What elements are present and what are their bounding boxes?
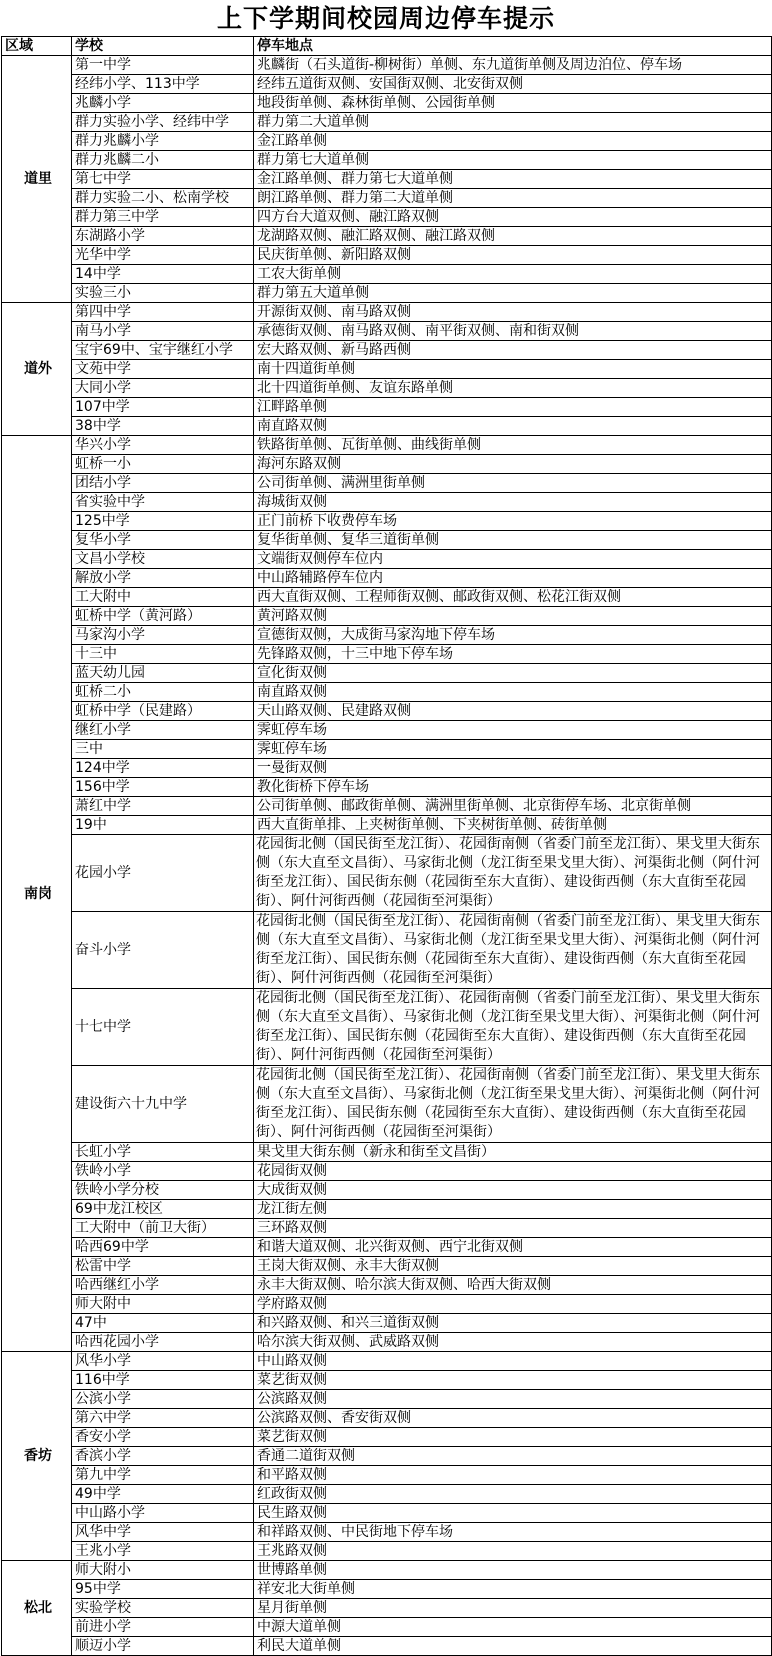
table-row <box>2 1599 772 1618</box>
school-cell: 49中学 <box>72 1485 254 1504</box>
school-cell: 38中学 <box>72 417 254 436</box>
parking-location-cell: 祥安北大街单侧 <box>254 1580 772 1599</box>
table-row <box>2 664 772 683</box>
parking-location-cell: 霁虹停车场 <box>254 740 772 759</box>
parking-location-cell: 江畔路单侧 <box>254 398 772 417</box>
school-cell: 复华小学 <box>72 531 254 550</box>
parking-location-cell: 一曼街双侧 <box>254 759 772 778</box>
school-cell: 省实验中学 <box>72 493 254 512</box>
table-row <box>2 208 772 227</box>
school-cell: 群力第三中学 <box>72 208 254 227</box>
school-cell: 19中 <box>72 816 254 835</box>
table-row <box>2 1580 772 1599</box>
parking-location-cell: 复华街单侧、复华三道街单侧 <box>254 531 772 550</box>
table-row <box>2 759 772 778</box>
table-row <box>2 835 772 912</box>
school-cell: 156中学 <box>72 778 254 797</box>
parking-location-cell: 宣德街双侧，大成街马家沟地下停车场 <box>254 626 772 645</box>
school-cell: 南马小学 <box>72 322 254 341</box>
table-row <box>2 531 772 550</box>
table-row <box>2 455 772 474</box>
parking-location-cell: 星月街单侧 <box>254 1599 772 1618</box>
parking-location-cell: 群力第五大道单侧 <box>254 284 772 303</box>
school-cell: 69中龙江校区 <box>72 1200 254 1219</box>
parking-location-cell: 王岗大街双侧、永丰大街双侧 <box>254 1257 772 1276</box>
parking-location-cell: 利民大道单侧 <box>254 1637 772 1656</box>
parking-location-cell: 霁虹停车场 <box>254 721 772 740</box>
parking-location-cell: 黄河路双侧 <box>254 607 772 626</box>
parking-location-cell: 公滨路双侧、香安街双侧 <box>254 1409 772 1428</box>
table-row <box>2 1409 772 1428</box>
table-row <box>2 493 772 512</box>
table-row <box>2 1352 772 1371</box>
table-row <box>2 227 772 246</box>
parking-location-cell: 学府路双侧 <box>254 1295 772 1314</box>
table-row <box>2 912 772 989</box>
parking-location-cell: 王兆路双侧 <box>254 1542 772 1561</box>
table-row <box>2 1523 772 1542</box>
parking-location-cell: 开源街双侧、南马路双侧 <box>254 303 772 322</box>
table-row <box>2 1200 772 1219</box>
parking-location-cell: 群力第二大道单侧 <box>254 113 772 132</box>
parking-table-body <box>2 37 772 1656</box>
table-row <box>2 1162 772 1181</box>
table-row <box>2 1542 772 1561</box>
parking-location-cell: 公滨路双侧 <box>254 1390 772 1409</box>
table-row <box>2 284 772 303</box>
table-row <box>2 151 772 170</box>
table-row <box>2 1238 772 1257</box>
school-cell: 虹桥一小 <box>72 455 254 474</box>
parking-location-cell: 花园街北侧（国民街至龙江街）、花园街南侧（省委门前至龙江街）、果戈里大街东侧（东大直至文昌街）、马家街北侧（龙江街至果戈里大街）、河渠街北侧（阿什河街至龙江街）、国民街东侧（花园街至东大直街）、建设街西侧（东大直街至花园街）、阿什河街西侧（花园街至河渠街） <box>254 912 772 989</box>
parking-location-cell: 宣化街双侧 <box>254 664 772 683</box>
table-row <box>2 1295 772 1314</box>
region-cell: 南岗 <box>2 436 72 1352</box>
school-cell: 三中 <box>72 740 254 759</box>
table-row <box>2 360 772 379</box>
region-cell: 松北 <box>2 1561 72 1656</box>
table-row <box>2 626 772 645</box>
parking-location-cell: 三环路双侧 <box>254 1219 772 1238</box>
table-row <box>2 550 772 569</box>
table-row <box>2 607 772 626</box>
table-row <box>2 588 772 607</box>
parking-location-cell: 民生路双侧 <box>254 1504 772 1523</box>
table-row <box>2 379 772 398</box>
school-cell: 群力兆麟二小 <box>72 151 254 170</box>
school-cell: 124中学 <box>72 759 254 778</box>
table-row <box>2 740 772 759</box>
school-cell: 经纬小学、113中学 <box>72 75 254 94</box>
parking-location-cell: 中源大道单侧 <box>254 1618 772 1637</box>
school-cell: 95中学 <box>72 1580 254 1599</box>
parking-location-cell: 海河东路双侧 <box>254 455 772 474</box>
table-row <box>2 1618 772 1637</box>
table-row <box>2 1276 772 1295</box>
school-cell: 师大附中 <box>72 1295 254 1314</box>
school-cell: 群力兆麟小学 <box>72 132 254 151</box>
school-cell: 兆麟小学 <box>72 94 254 113</box>
school-cell: 文昌小学校 <box>72 550 254 569</box>
parking-location-cell: 中山路辅路停车位内 <box>254 569 772 588</box>
parking-location-cell: 南十四道街单侧 <box>254 360 772 379</box>
parking-location-cell: 西大直街双侧、工程师街双侧、邮政街双侧、松花江街双侧 <box>254 588 772 607</box>
table-row <box>2 1485 772 1504</box>
school-cell: 工大附中 <box>72 588 254 607</box>
school-cell: 实验学校 <box>72 1599 254 1618</box>
school-cell: 116中学 <box>72 1371 254 1390</box>
school-cell: 工大附中（前卫大街） <box>72 1219 254 1238</box>
school-cell: 虹桥中学（黄河路） <box>72 607 254 626</box>
school-cell: 长虹小学 <box>72 1143 254 1162</box>
parking-location-cell: 菜艺街双侧 <box>254 1371 772 1390</box>
parking-location-cell: 海城街双侧 <box>254 493 772 512</box>
table-row <box>2 1257 772 1276</box>
table-row <box>2 1333 772 1352</box>
table-row <box>2 1561 772 1580</box>
table-row <box>2 778 772 797</box>
parking-location-cell: 和祥路双侧、中民街地下停车场 <box>254 1523 772 1542</box>
parking-location-cell: 金江路单侧 <box>254 132 772 151</box>
school-cell: 第七中学 <box>72 170 254 189</box>
school-cell: 香安小学 <box>72 1428 254 1447</box>
table-row <box>2 1143 772 1162</box>
school-cell: 群力实验二小、松南学校 <box>72 189 254 208</box>
table-row <box>2 75 772 94</box>
table-row <box>2 1390 772 1409</box>
table-row <box>2 1314 772 1333</box>
school-cell: 哈西69中学 <box>72 1238 254 1257</box>
table-row <box>2 702 772 721</box>
parking-location-cell: 菜艺街双侧 <box>254 1428 772 1447</box>
school-cell: 群力实验小学、经纬中学 <box>72 113 254 132</box>
table-row <box>2 645 772 664</box>
parking-location-cell: 龙湖路双侧、融汇路双侧、融江路双侧 <box>254 227 772 246</box>
parking-location-cell: 公司街单侧、满洲里街单侧 <box>254 474 772 493</box>
parking-location-cell: 群力第七大道单侧 <box>254 151 772 170</box>
school-cell: 华兴小学 <box>72 436 254 455</box>
school-cell: 松雷中学 <box>72 1257 254 1276</box>
region-cell: 道里 <box>2 56 72 303</box>
school-cell: 虹桥中学（民建路） <box>72 702 254 721</box>
table-row <box>2 512 772 531</box>
parking-location-cell: 和平路双侧 <box>254 1466 772 1485</box>
table-row <box>2 341 772 360</box>
school-cell: 47中 <box>72 1314 254 1333</box>
table-row <box>2 265 772 284</box>
school-cell: 十三中 <box>72 645 254 664</box>
school-cell: 东湖路小学 <box>72 227 254 246</box>
table-row <box>2 683 772 702</box>
school-cell: 团结小学 <box>72 474 254 493</box>
table-row <box>2 1066 772 1143</box>
school-cell: 107中学 <box>72 398 254 417</box>
table-row <box>2 816 772 835</box>
parking-location-cell: 南直路双侧 <box>254 683 772 702</box>
parking-location-cell: 红政街双侧 <box>254 1485 772 1504</box>
table-row <box>2 189 772 208</box>
parking-table <box>1 36 772 1656</box>
school-cell: 继红小学 <box>72 721 254 740</box>
table-row <box>2 417 772 436</box>
school-cell: 前进小学 <box>72 1618 254 1637</box>
school-cell: 哈西继红小学 <box>72 1276 254 1295</box>
school-cell: 哈西花园小学 <box>72 1333 254 1352</box>
school-cell: 铁岭小学分校 <box>72 1181 254 1200</box>
parking-location-cell: 地段街单侧、森林街单侧、公园街单侧 <box>254 94 772 113</box>
parking-location-cell: 花园街北侧（国民街至龙江街）、花园街南侧（省委门前至龙江街）、果戈里大街东侧（东大直至文昌街）、马家街北侧（龙江街至果戈里大街）、河渠街北侧（阿什河街至龙江街）、国民街东侧（花园街至东大直街）、建设街西侧（东大直街至花园街）、阿什河街西侧（花园街至河渠街） <box>254 1066 772 1143</box>
table-row <box>2 398 772 417</box>
table-row <box>2 1181 772 1200</box>
school-cell: 第九中学 <box>72 1466 254 1485</box>
region-cell: 道外 <box>2 303 72 436</box>
parking-location-cell: 先锋路双侧，十三中地下停车场 <box>254 645 772 664</box>
school-cell: 宝宇69中、宝宇继红小学 <box>72 341 254 360</box>
parking-location-cell: 南直路双侧 <box>254 417 772 436</box>
parking-location-cell: 西大直街单排、上夹树街单侧、下夹树街单侧、砖街单侧 <box>254 816 772 835</box>
parking-location-cell: 文端街双侧停车位内 <box>254 550 772 569</box>
school-cell: 文苑中学 <box>72 360 254 379</box>
table-row <box>2 94 772 113</box>
parking-location-cell: 世博路单侧 <box>254 1561 772 1580</box>
school-cell: 第一中学 <box>72 56 254 75</box>
parking-location-cell: 花园街双侧 <box>254 1162 772 1181</box>
header-region: 区域 <box>2 37 72 56</box>
parking-location-cell: 兆麟街（石头道街-柳树街）单侧、东九道街单侧及周边泊位、停车场 <box>254 56 772 75</box>
table-row <box>2 132 772 151</box>
school-cell: 中山路小学 <box>72 1504 254 1523</box>
parking-location-cell: 承德街双侧、南马路双侧、南平街双侧、南和街双侧 <box>254 322 772 341</box>
school-cell: 香滨小学 <box>72 1447 254 1466</box>
school-cell: 蓝天幼儿园 <box>72 664 254 683</box>
table-row <box>2 56 772 75</box>
table-row <box>2 170 772 189</box>
header-parking: 停车地点 <box>254 37 772 56</box>
table-row <box>2 436 772 455</box>
parking-location-cell: 宏大路双侧、新马路西侧 <box>254 341 772 360</box>
table-row <box>2 303 772 322</box>
table-row <box>2 569 772 588</box>
parking-location-cell: 永丰大街双侧、哈尔滨大街双侧、哈西大街双侧 <box>254 1276 772 1295</box>
school-cell: 铁岭小学 <box>72 1162 254 1181</box>
parking-location-cell: 哈尔滨大街双侧、武威路双侧 <box>254 1333 772 1352</box>
table-row <box>2 246 772 265</box>
parking-location-cell: 龙江街左侧 <box>254 1200 772 1219</box>
school-cell: 十七中学 <box>72 989 254 1066</box>
parking-location-cell: 正门前桥下收费停车场 <box>254 512 772 531</box>
parking-location-cell: 大成街双侧 <box>254 1181 772 1200</box>
header-school: 学校 <box>72 37 254 56</box>
table-row <box>2 1504 772 1523</box>
parking-location-cell: 工农大街单侧 <box>254 265 772 284</box>
school-cell: 马家沟小学 <box>72 626 254 645</box>
parking-location-cell: 北十四道街单侧、友谊东路单侧 <box>254 379 772 398</box>
parking-location-cell: 经纬五道街双侧、安国街双侧、北安街双侧 <box>254 75 772 94</box>
school-cell: 大同小学 <box>72 379 254 398</box>
parking-location-cell: 果戈里大街东侧（新永和街至文昌街） <box>254 1143 772 1162</box>
school-cell: 萧红中学 <box>72 797 254 816</box>
table-row <box>2 1466 772 1485</box>
table-row <box>2 989 772 1066</box>
table-header-row <box>2 37 772 56</box>
school-cell: 风华中学 <box>72 1523 254 1542</box>
parking-location-cell: 铁路街单侧、瓦街单侧、曲线街单侧 <box>254 436 772 455</box>
school-cell: 师大附小 <box>72 1561 254 1580</box>
parking-location-cell: 民庆街单侧、新阳路双侧 <box>254 246 772 265</box>
school-cell: 顺迈小学 <box>72 1637 254 1656</box>
parking-location-cell: 金江路单侧、群力第七大道单侧 <box>254 170 772 189</box>
page-title: 上下学期间校园周边停车提示 <box>216 4 555 33</box>
table-row <box>2 721 772 740</box>
parking-location-cell: 和谐大道双侧、北兴街双侧、西宁北街双侧 <box>254 1238 772 1257</box>
table-row <box>2 797 772 816</box>
school-cell: 第六中学 <box>72 1409 254 1428</box>
table-row <box>2 474 772 493</box>
parking-location-cell: 公司街单侧、邮政街单侧、满洲里街单侧、北京街停车场、北京街单侧 <box>254 797 772 816</box>
region-cell: 香坊 <box>2 1352 72 1561</box>
table-row <box>2 1637 772 1656</box>
school-cell: 王兆小学 <box>72 1542 254 1561</box>
table-row <box>2 322 772 341</box>
parking-location-cell: 四方台大道双侧、融江路双侧 <box>254 208 772 227</box>
school-cell: 14中学 <box>72 265 254 284</box>
table-row <box>2 1219 772 1238</box>
parking-location-cell: 香通二道街双侧 <box>254 1447 772 1466</box>
school-cell: 虹桥二小 <box>72 683 254 702</box>
school-cell: 125中学 <box>72 512 254 531</box>
school-cell: 建设街六十九中学 <box>72 1066 254 1143</box>
table-row <box>2 1371 772 1390</box>
school-cell: 风华小学 <box>72 1352 254 1371</box>
parking-location-cell: 天山路双侧、民建路双侧 <box>254 702 772 721</box>
parking-location-cell: 教化街桥下停车场 <box>254 778 772 797</box>
parking-location-cell: 朗江路单侧、群力第二大道单侧 <box>254 189 772 208</box>
table-row <box>2 1428 772 1447</box>
school-cell: 花园小学 <box>72 835 254 912</box>
school-cell: 光华中学 <box>72 246 254 265</box>
school-cell: 公滨小学 <box>72 1390 254 1409</box>
parking-location-cell: 花园街北侧（国民街至龙江街）、花园街南侧（省委门前至龙江街）、果戈里大街东侧（东大直至文昌街）、马家街北侧（龙江街至果戈里大街）、河渠街北侧（阿什河街至龙江街）、国民街东侧（花园街至东大直街）、建设街西侧（东大直街至花园街）、阿什河街西侧（花园街至河渠街） <box>254 835 772 912</box>
school-cell: 实验三小 <box>72 284 254 303</box>
parking-location-cell: 中山路双侧 <box>254 1352 772 1371</box>
table-row <box>2 113 772 132</box>
school-cell: 解放小学 <box>72 569 254 588</box>
school-cell: 第四中学 <box>72 303 254 322</box>
parking-location-cell: 花园街北侧（国民街至龙江街）、花园街南侧（省委门前至龙江街）、果戈里大街东侧（东大直至文昌街）、马家街北侧（龙江街至果戈里大街）、河渠街北侧（阿什河街至龙江街）、国民街东侧（花园街至东大直街）、建设街西侧（东大直街至花园街）、阿什河街西侧（花园街至河渠街） <box>254 989 772 1066</box>
school-cell: 奋斗小学 <box>72 912 254 989</box>
parking-location-cell: 和兴路双侧、和兴三道街双侧 <box>254 1314 772 1333</box>
table-row <box>2 1447 772 1466</box>
